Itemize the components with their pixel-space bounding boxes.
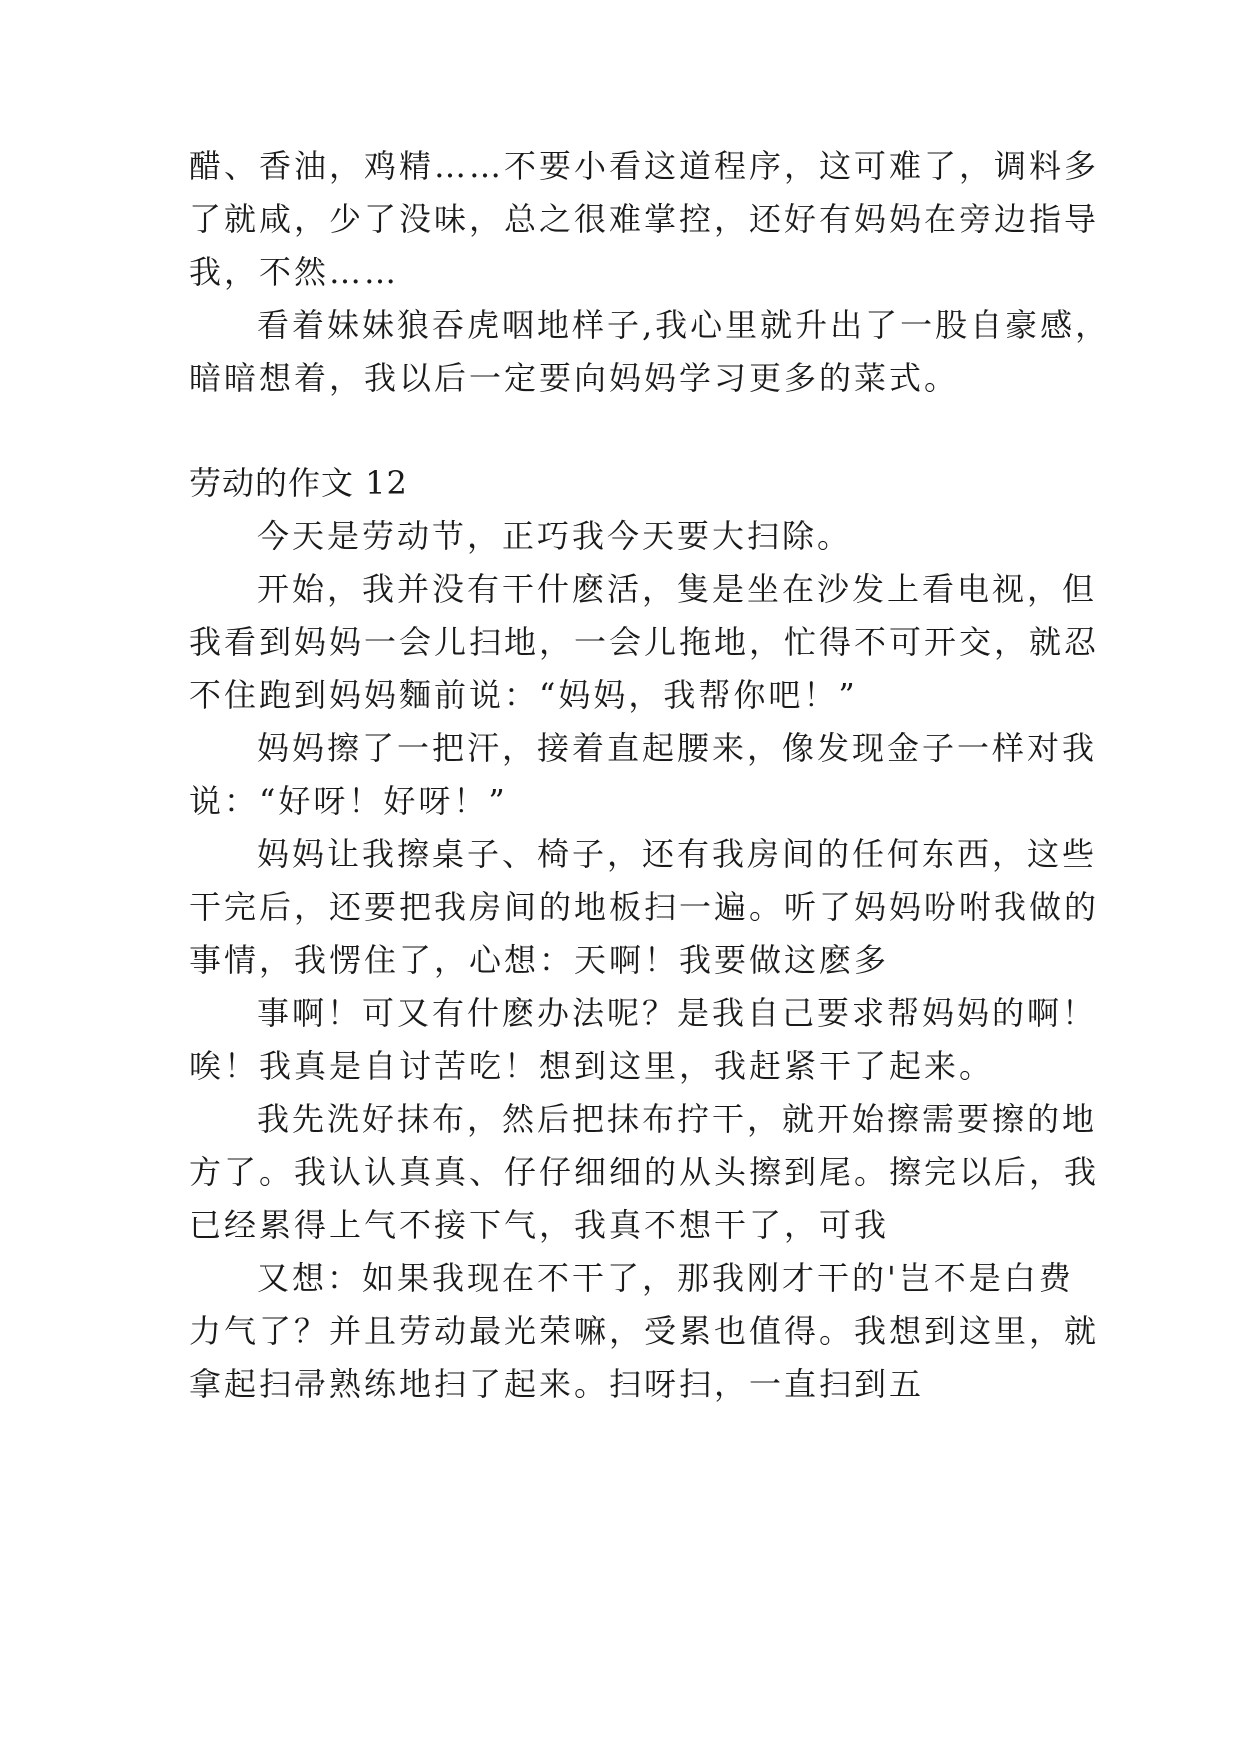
text-line: 了就咸，少了没味，总之很难掌控，还好有妈妈在旁边指导 (189, 200, 1100, 238)
text-line: 妈妈擦了一把汗，接着直起腰来，像发现金子一样对我 (257, 729, 1098, 767)
text-line: 开始，我并没有干什麽活，隻是坐在沙发上看电视，但 (257, 570, 1098, 608)
text-line: 不住跑到妈妈麵前说：“妈妈，我帮你吧！” (189, 676, 858, 714)
text-line: 已经累得上气不接下气，我真不想干了，可我 (189, 1206, 890, 1244)
text-line: 今天是劳动节，正巧我今天要大扫除。 (257, 517, 853, 555)
text-line: 拿起扫帚熟练地扫了起来。扫呀扫，一直扫到五 (189, 1365, 925, 1403)
text-line: 我看到妈妈一会儿扫地，一会儿拖地，忙得不可开交，就忍 (189, 623, 1100, 661)
section-heading: 劳动的作文 12 (189, 464, 408, 502)
text-line: 我先洗好抹布，然后把抹布拧干，就开始擦需要擦的地 (257, 1100, 1098, 1138)
text-line: 妈妈让我擦桌子、椅子，还有我房间的任何东西，这些 (257, 835, 1098, 873)
text-line: 事啊！可又有什麽办法呢？是我自己要求帮妈妈的啊！ (257, 994, 1098, 1032)
text-line: 方了。我认认真真、仔仔细细的从头擦到尾。擦完以后，我 (189, 1153, 1100, 1191)
text-line: 暗暗想着，我以后一定要向妈妈学习更多的菜式。 (189, 359, 960, 397)
text-line: 力气了？并且劳动最光荣嘛，受累也值得。我想到这里，就 (189, 1312, 1100, 1350)
text-line: 唉！我真是自讨苦吃！想到这里，我赶紧干了起来。 (189, 1047, 995, 1085)
text-line: 看着妹妹狼吞虎咽地样子,我心里就升出了一股自豪感， (257, 306, 1111, 344)
text-line: 我，不然…… (189, 253, 400, 291)
text-line: 事情，我愣住了，心想：天啊！我要做这麽多 (189, 941, 890, 979)
text-line: 说：“好呀！好呀！” (189, 782, 508, 820)
text-line: 干完后，还要把我房间的地板扫一遍。听了妈妈吩咐我做的 (189, 888, 1100, 926)
text-line: 醋、香油，鸡精……不要小看这道程序，这可难了，调料多 (189, 147, 1100, 185)
text-line: 又想：如果我现在不干了，那我刚才干的'岂不是白费 (257, 1259, 1074, 1297)
